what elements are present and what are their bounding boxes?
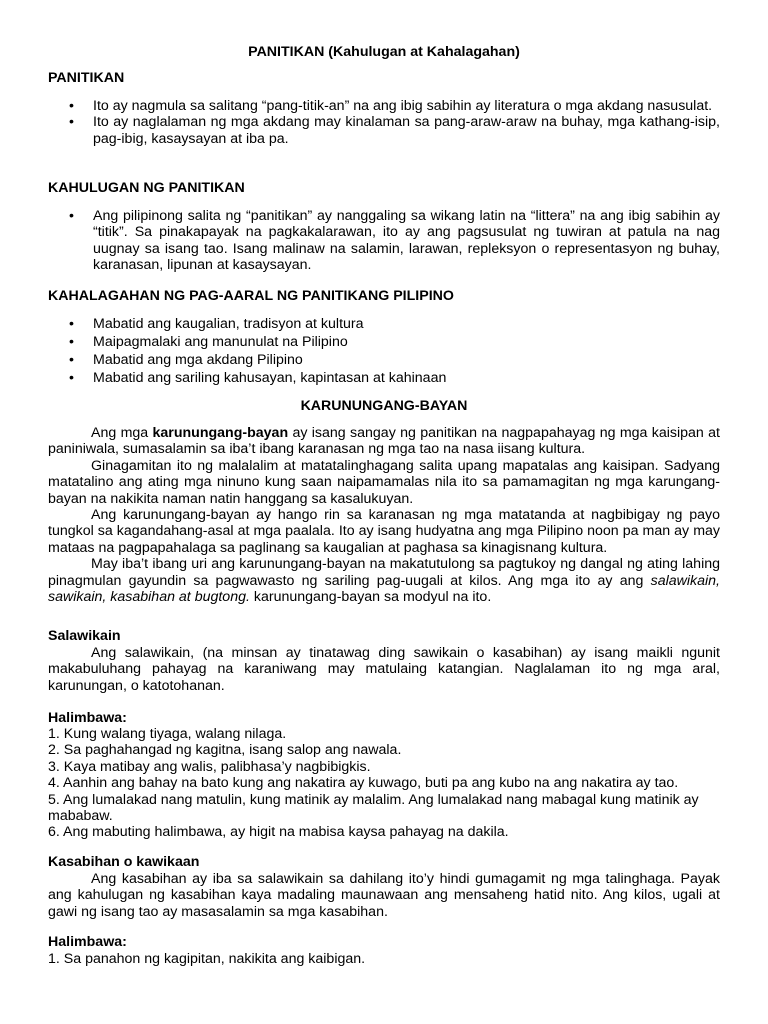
list-item: 1. Sa panahon ng kagipitan, nakikita ang kaibigan. (48, 951, 366, 967)
bullet-icon: • (69, 114, 74, 131)
heading-halimbawa-salawikain: Halimbawa: (48, 710, 127, 726)
panitikan-bullet-list (48, 98, 720, 147)
salawikain-body (48, 645, 720, 694)
paragraph: Ginagamitan ito ng malalalim at matatalinghagang salita upang mapatalas ang kaisipan. Sadyang matatalino ang ating mga ninuno kung saan naipamamalas nila ito sa pamamagitan ng mga karungang-bayan na nakikita naman natin hanggang sa kasalukuyan. (48, 457, 720, 507)
heading-halimbawa-kasabihan: Halimbawa: (48, 934, 127, 950)
bullet-icon: • (69, 208, 74, 224)
list-item: 3. Kaya matibay ang walis, palibhasa’y nagbibigkis. (48, 758, 371, 775)
kahalagahan-bullet-list (48, 316, 720, 386)
paragraph: Ang mga karunungang-bayan ay isang sangay ng panitikan na nagpapahayag ng mga kaisipan at paniniwala, sumasalamin sa iba’t ibang karanasan ng mga tao na nasa iisang kultura. (48, 425, 720, 458)
heading-kasabihan: Kasabihan o kawikaan (48, 854, 200, 870)
paragraph: Ang karunungang-bayan ay hango rin sa karanasan ng mga matatanda at nagbibigay ng payo tungkol sa kagandahang-asal at mga paalala. Ito ay isang hudyatna ang mga Pilipino noon pa man ay may mataas na pagpapahalaga sa paglinang sa kaugalian at paghasa sa kinagisnang kultura. (48, 507, 720, 556)
kasabihan-body (48, 871, 720, 920)
list-item: 1. Kung walang tiyaga, walang nilaga. (48, 726, 287, 742)
list-item: • Mabatid ang mga akdang Pilipino (69, 351, 303, 368)
paragraph: Ang kasabihan ay iba sa salawikain sa dahilang ito’y hindi gumagamit ng mga talinghaga. Payak ang kahulugan ng kasabihan kaya madaling maunawaan ang mensaheng hatid nito. Ang kilos, ugali at gawi ng isang tao ay masasalamin sa mga kasabihan. (48, 871, 720, 920)
bullet-icon: • (69, 369, 74, 386)
list-item: • Maipagmalaki ang manunulat na Pilipino (69, 333, 348, 350)
bullet-icon: • (69, 316, 74, 332)
list-item: • Mabatid ang sariling kahusayan, kapintasan at kahinaan (69, 369, 447, 386)
paragraph: May iba’t ibang uri ang karunungang-bayan na makatutulong sa pagtukoy ng dangal ng ating lahing pinagmulan gayundin sa pagwawasto ng sariling pag-uugali at kilos. Ang mga ito ay ang salawikain, sawikain, kasabihan at bugtong. karunungang-bayan sa modyul na ito. (48, 556, 720, 606)
list-item: 2. Sa paghahangad ng kagitna, isang salop ang nawala. (48, 742, 402, 759)
document-title: PANITIKAN (Kahulugan at Kahalagahan) (248, 44, 520, 60)
list-item: • Mabatid ang kaugalian, tradisyon at kultura (69, 316, 364, 332)
bullet-icon: • (69, 98, 74, 114)
heading-panitikan: PANITIKAN (48, 70, 125, 86)
list-item: • Ito ay nagmula sa salitang “pang-titik-an” na ang ibig sabihin ay literatura o mga akdang nasusulat. (69, 98, 713, 114)
heading-kahalagahan: KAHALAGAHAN NG PAG-AARAL NG PANITIKANG PILIPINO (48, 288, 454, 304)
bullet-icon: • (69, 333, 74, 350)
list-item: 5. Ang lumalakad nang matulin, kung matinik ay malalim. Ang lumalakad nang mabagal kung matinik ay mababaw. (48, 791, 699, 825)
bullet-icon: • (69, 351, 74, 368)
bold-term: karunungang-bayan (152, 425, 289, 441)
paragraph: Ang salawikain, (na minsan ay tinatawag ding sawikain o kasabihan) ay isang maikli ngunit makabuluhang pahayag na karaniwang may matulaing katangian. Naglalaman ito ng mga aral, karunungan, o katotohanan. (48, 645, 720, 694)
salawikain-examples (48, 726, 720, 841)
list-item: • Ito ay naglalaman ng mga akdang may kinalaman sa pang-araw-araw na buhay, mga kathang-isip, pag-ibig, kasaysayan at iba pa. (69, 114, 720, 147)
heading-kahulugan: KAHULUGAN NG PANITIKAN (48, 180, 245, 196)
karunungang-bayan-body (48, 425, 720, 605)
kahulugan-bullet-list (48, 208, 720, 274)
kasabihan-examples (48, 951, 720, 967)
heading-karunungang-bayan: KARUNUNGANG-BAYAN (300, 398, 468, 414)
italic-terms: salawikain, sawikain, kasabihan at bugtong. (48, 572, 720, 606)
list-item: 4. Aanhin ang bahay na bato kung ang nakatira ay kuwago, buti pa ang kubo na ang nakatira ay tao. (48, 775, 679, 792)
list-item: • Ang pilipinong salita ng “panitikan” ay nanggaling sa wikang latin na “littera” na ang ibig sabihin ay “titik”. Sa pinakapayak na pagkakalarawan, ito ay ang pagsusulat ng tuwiran at patula na nag uugnay sa isang tao. Isang malinaw na salamin, larawan, repleksyon o representasyon ng buhay, karanasan, lipunan at kasaysayan. (69, 208, 720, 274)
list-item: 6. Ang mabuting halimbawa, ay higit na mabisa kaysa pahayag na dakila. (48, 824, 509, 841)
heading-salawikain: Salawikain (48, 628, 121, 644)
